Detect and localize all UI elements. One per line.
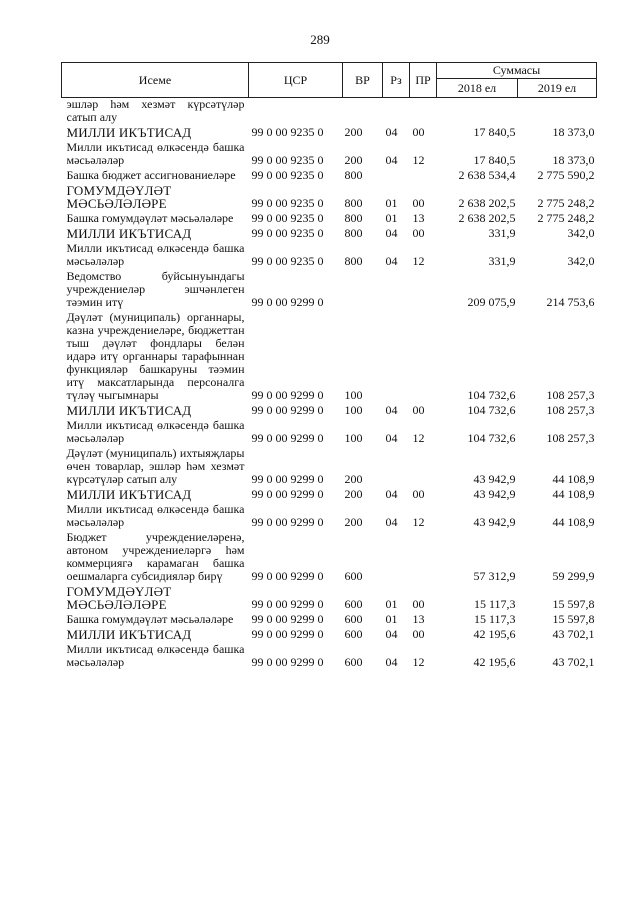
- row-value-2019: 18 373,0: [552, 153, 595, 167]
- row-pr: 00: [412, 487, 425, 501]
- row-pr: 12: [412, 254, 425, 268]
- row-csr: 99 0 00 9299 0: [251, 403, 324, 417]
- page-number: 289: [310, 32, 330, 47]
- header-csr: ЦСР: [249, 63, 343, 98]
- row-rz: [383, 98, 410, 126]
- row-value-2019: 2 775 248,2: [537, 211, 595, 225]
- row-value-2018: 17 840,5: [473, 153, 516, 167]
- row-rz: 01: [385, 612, 398, 626]
- table-header: [62, 63, 597, 98]
- row-name: эшләр һәм хезмәт күрсәтүләр сатып алу: [66, 97, 245, 124]
- row-rz: [383, 310, 410, 403]
- table-row: [62, 269, 597, 310]
- row-vr: 600: [344, 627, 363, 641]
- row-pr: 00: [412, 403, 425, 417]
- row-name: Милли икътисад өлкәсендә башка мәсьәләләр: [66, 642, 245, 669]
- table-row: [62, 584, 597, 612]
- table-row: [62, 627, 597, 642]
- row-pr: 12: [412, 431, 425, 445]
- row-name: Милли икътисад өлкәсендә башка мәсьәләләр: [66, 502, 245, 529]
- row-rz: 04: [385, 627, 398, 641]
- row-name: Ведомство буйсынуындагы учреждениеләр эшчәнлеген тәэмин итү: [66, 269, 245, 309]
- table-row: [62, 211, 597, 226]
- row-name: МИЛЛИ ИКЪТИСАД: [66, 403, 192, 418]
- row-pr: 12: [412, 655, 425, 669]
- row-value-2019: 342,0: [567, 226, 595, 240]
- row-rz: 04: [385, 125, 398, 139]
- row-pr: [410, 530, 437, 584]
- table-body: [62, 98, 597, 671]
- row-pr: [410, 446, 437, 487]
- row-name: Бюджет учреждениеләренә, автоном учреждениеләргә һәм коммерциягә карамаган башка оешмаларга субсидияләр бирү: [66, 530, 245, 583]
- row-csr: 99 0 00 9299 0: [251, 597, 324, 611]
- row-rz: [383, 446, 410, 487]
- row-value-2019: 43 702,1: [552, 655, 595, 669]
- row-vr: 800: [344, 254, 363, 268]
- row-rz: 04: [385, 153, 398, 167]
- row-value-2018: 2 638 202,5: [458, 211, 516, 225]
- row-value-2018: 15 117,3: [473, 612, 516, 626]
- row-rz: 04: [385, 487, 398, 501]
- row-value-2019: 2 775 590,2: [537, 168, 595, 182]
- table-row: [62, 125, 597, 140]
- header-year-2018: 2018 ел: [437, 79, 518, 98]
- header-vr: ВР: [343, 63, 383, 98]
- table-row: [62, 446, 597, 487]
- row-rz: 04: [385, 226, 398, 240]
- header-pr: ПР: [410, 63, 437, 98]
- row-csr: [249, 98, 343, 126]
- header-year-2019: 2019 ел: [518, 79, 597, 98]
- row-rz: 01: [385, 211, 398, 225]
- row-value-2019: 15 597,8: [552, 612, 595, 626]
- row-value-2018: 2 638 202,5: [458, 196, 516, 210]
- row-csr: 99 0 00 9299 0: [251, 655, 324, 669]
- row-pr: [410, 269, 437, 310]
- row-pr: 00: [412, 597, 425, 611]
- row-value-2018: 331,9: [488, 254, 516, 268]
- row-value-2019: 108 257,3: [546, 431, 595, 445]
- row-value-2018: 104 732,6: [467, 388, 516, 402]
- row-vr: 800: [344, 168, 363, 182]
- row-pr: 00: [412, 627, 425, 641]
- table-row: [62, 642, 597, 670]
- row-pr: 00: [412, 196, 425, 210]
- row-value-2018: 209 075,9: [467, 295, 516, 309]
- row-value-2019: 44 108,9: [552, 487, 595, 501]
- table-row: [62, 530, 597, 584]
- row-name: Дәүләт (муниципаль) ихтыяҗлары өчен товарлар, эшләр һәм хезмәт күрсәтүләр сатып алу: [66, 446, 245, 486]
- row-csr: 99 0 00 9299 0: [251, 569, 324, 583]
- row-pr: 12: [412, 153, 425, 167]
- row-value-2019: 342,0: [567, 254, 595, 268]
- row-value-2018: 2 638 534,4: [458, 168, 516, 182]
- table-row: [62, 226, 597, 241]
- row-pr: [410, 98, 437, 126]
- row-value-2018: [437, 98, 518, 126]
- row-name: МИЛЛИ ИКЪТИСАД: [66, 627, 192, 642]
- header-name: Исеме: [62, 63, 249, 98]
- row-vr: 600: [344, 569, 363, 583]
- row-value-2019: 18 373,0: [552, 125, 595, 139]
- row-csr: 99 0 00 9299 0: [251, 472, 324, 486]
- row-csr: 99 0 00 9235 0: [251, 254, 324, 268]
- row-value-2018: 42 195,6: [473, 655, 516, 669]
- row-csr: 99 0 00 9299 0: [251, 431, 324, 445]
- row-name: Башка бюджет ассигнованиеләре: [66, 168, 236, 182]
- row-rz: 04: [385, 254, 398, 268]
- table-row: [62, 98, 597, 126]
- row-rz: 04: [385, 403, 398, 417]
- row-value-2018: 17 840,5: [473, 125, 516, 139]
- row-pr: [410, 168, 437, 183]
- row-vr: [343, 98, 383, 126]
- row-name: МИЛЛИ ИКЪТИСАД: [66, 487, 192, 502]
- table-row: [62, 487, 597, 502]
- row-pr: 00: [412, 226, 425, 240]
- row-csr: 99 0 00 9235 0: [251, 226, 324, 240]
- row-rz: 04: [385, 431, 398, 445]
- row-name: Милли икътисад өлкәсендә башка мәсьәләләр: [66, 241, 245, 268]
- table-row: [62, 183, 597, 211]
- table-row: [62, 502, 597, 530]
- row-csr: 99 0 00 9299 0: [251, 612, 324, 626]
- row-vr: 600: [344, 597, 363, 611]
- row-csr: 99 0 00 9299 0: [251, 515, 324, 529]
- table-row: [62, 241, 597, 269]
- row-name: Дәүләт (муниципаль) органнары, казна учреждениеләре, бюджеттан тыш дәүләт фондлары белән идарә итү органнары тарафыннан функцияләр башкаруны тәэмин итү максатларында персоналга түләү чыгымнары: [66, 310, 245, 402]
- row-value-2019: 43 702,1: [552, 627, 595, 641]
- row-pr: [410, 310, 437, 403]
- row-name: Милли икътисад өлкәсендә башка мәсьәләләр: [66, 140, 245, 167]
- row-name: МИЛЛИ ИКЪТИСАД: [66, 125, 192, 140]
- row-vr: 100: [344, 403, 363, 417]
- row-vr: 200: [344, 472, 363, 486]
- header-rz: Рз: [383, 63, 410, 98]
- table-row: [62, 403, 597, 418]
- table-row: [62, 310, 597, 403]
- row-value-2018: 331,9: [488, 226, 516, 240]
- row-value-2018: 104 732,6: [467, 403, 516, 417]
- row-value-2019: 44 108,9: [552, 472, 595, 486]
- row-pr: 12: [412, 515, 425, 529]
- row-vr: 100: [344, 431, 363, 445]
- header-sums: Суммасы: [437, 63, 597, 79]
- row-value-2018: 43 942,9: [473, 487, 516, 501]
- row-value-2018: 43 942,9: [473, 472, 516, 486]
- row-vr: [343, 269, 383, 310]
- row-rz: [383, 269, 410, 310]
- budget-table: [61, 62, 597, 670]
- row-vr: 100: [344, 388, 363, 402]
- row-name: ГОМУМДӘҮЛӘТ МӘСЬӘЛӘЛӘРЕ: [66, 584, 172, 612]
- row-pr: 13: [412, 211, 425, 225]
- table-row: [62, 612, 597, 627]
- row-csr: 99 0 00 9299 0: [251, 295, 324, 309]
- row-name: ГОМУМДӘҮЛӘТ МӘСЬӘЛӘЛӘРЕ: [66, 183, 172, 211]
- row-vr: 200: [344, 515, 363, 529]
- table-row: [62, 140, 597, 168]
- row-value-2018: 43 942,9: [473, 515, 516, 529]
- row-name: Башка гомумдәүләт мәсьәләләре: [66, 612, 234, 626]
- row-vr: 200: [344, 125, 363, 139]
- row-csr: 99 0 00 9235 0: [251, 153, 324, 167]
- row-vr: 800: [344, 226, 363, 240]
- table-row: [62, 168, 597, 183]
- row-value-2019: 2 775 248,2: [537, 196, 595, 210]
- row-value-2019: [518, 98, 597, 126]
- row-rz: 04: [385, 515, 398, 529]
- row-csr: 99 0 00 9299 0: [251, 627, 324, 641]
- row-value-2019: 108 257,3: [546, 403, 595, 417]
- row-rz: 01: [385, 597, 398, 611]
- row-value-2018: 42 195,6: [473, 627, 516, 641]
- row-pr: 13: [412, 612, 425, 626]
- row-value-2019: 59 299,9: [552, 569, 595, 583]
- row-value-2018: 57 312,9: [473, 569, 516, 583]
- row-pr: 00: [412, 125, 425, 139]
- row-value-2019: 214 753,6: [546, 295, 595, 309]
- row-csr: 99 0 00 9235 0: [251, 168, 324, 182]
- row-vr: 800: [344, 196, 363, 210]
- row-csr: 99 0 00 9299 0: [251, 388, 324, 402]
- row-csr: 99 0 00 9299 0: [251, 487, 324, 501]
- table-row: [62, 418, 597, 446]
- row-rz: 01: [385, 196, 398, 210]
- row-rz: [383, 530, 410, 584]
- row-vr: 800: [344, 211, 363, 225]
- row-csr: 99 0 00 9235 0: [251, 196, 324, 210]
- row-vr: 600: [344, 612, 363, 626]
- row-name: Милли икътисад өлкәсендә башка мәсьәләләр: [66, 418, 245, 445]
- row-value-2019: 15 597,8: [552, 597, 595, 611]
- row-csr: 99 0 00 9235 0: [251, 125, 324, 139]
- row-value-2018: 15 117,3: [473, 597, 516, 611]
- row-csr: 99 0 00 9235 0: [251, 211, 324, 225]
- row-vr: 200: [344, 487, 363, 501]
- row-value-2018: 104 732,6: [467, 431, 516, 445]
- row-name: МИЛЛИ ИКЪТИСАД: [66, 226, 192, 241]
- row-name: Башка гомумдәүләт мәсьәләләре: [66, 211, 234, 225]
- row-rz: 04: [385, 655, 398, 669]
- row-value-2019: 108 257,3: [546, 388, 595, 402]
- row-vr: 200: [344, 153, 363, 167]
- row-vr: 600: [344, 655, 363, 669]
- row-value-2019: 44 108,9: [552, 515, 595, 529]
- row-rz: [383, 168, 410, 183]
